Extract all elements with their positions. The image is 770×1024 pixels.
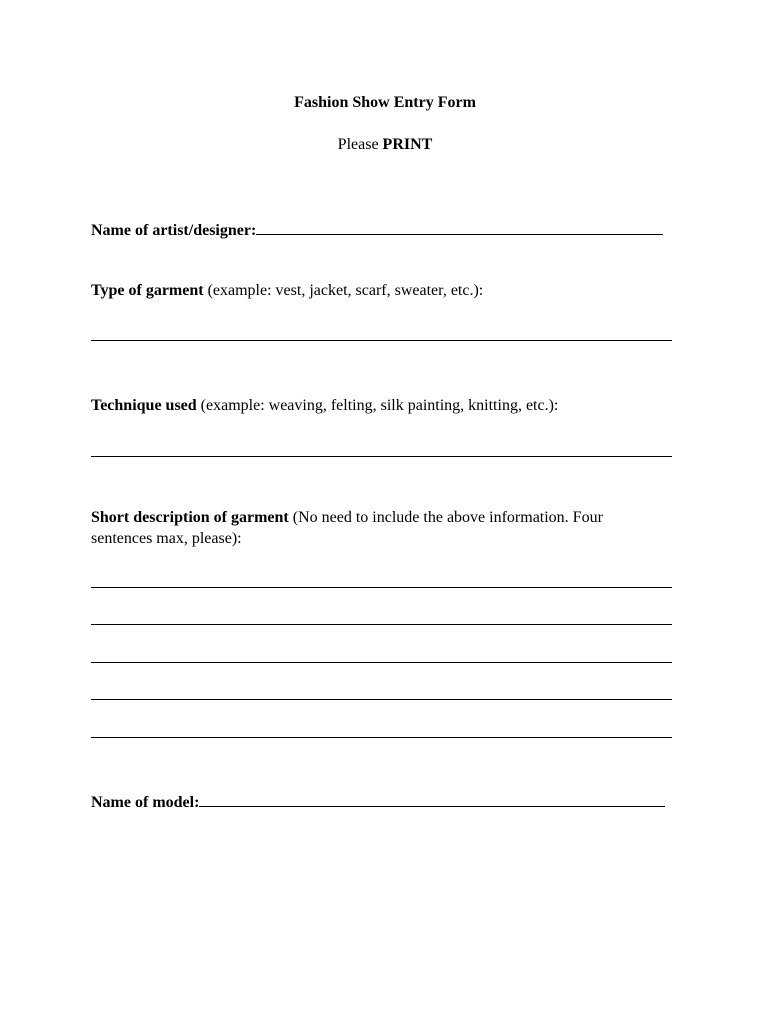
description-line[interactable]	[91, 662, 672, 663]
print-instruction	[0, 136, 770, 154]
description-hint-continued: sentences max, please):	[91, 530, 242, 547]
description-line[interactable]	[91, 699, 672, 700]
garment-type-line[interactable]	[91, 340, 672, 341]
artist-name-field	[91, 220, 663, 240]
technique-hint: (example: weaving, felting, silk painting, knitting, etc.):	[196, 397, 559, 414]
form-title: Fashion Show Entry Form	[294, 94, 476, 111]
instruction-emphasis: PRINT	[382, 136, 433, 153]
description-label: Short description of garment	[91, 509, 289, 526]
technique-label: Technique used	[91, 397, 197, 414]
model-name-label: Name of model:	[91, 794, 200, 811]
model-name-line[interactable]	[199, 792, 665, 807]
description-line[interactable]	[91, 737, 672, 738]
garment-type-label: Type of garment	[91, 282, 204, 299]
artist-name-label: Name of artist/designer:	[91, 222, 257, 239]
description-line[interactable]	[91, 587, 672, 588]
description-prompt	[91, 509, 603, 527]
instruction-prefix: Please	[337, 136, 383, 153]
description-line[interactable]	[91, 624, 672, 625]
garment-type-hint: (example: vest, jacket, scarf, sweater, etc.):	[203, 282, 484, 299]
artist-name-line[interactable]	[256, 220, 663, 235]
garment-type-prompt	[91, 282, 483, 300]
description-hint: (No need to include the above information. Four	[288, 509, 603, 526]
technique-line[interactable]	[91, 456, 672, 457]
technique-prompt	[91, 397, 558, 415]
model-name-field	[91, 792, 665, 812]
